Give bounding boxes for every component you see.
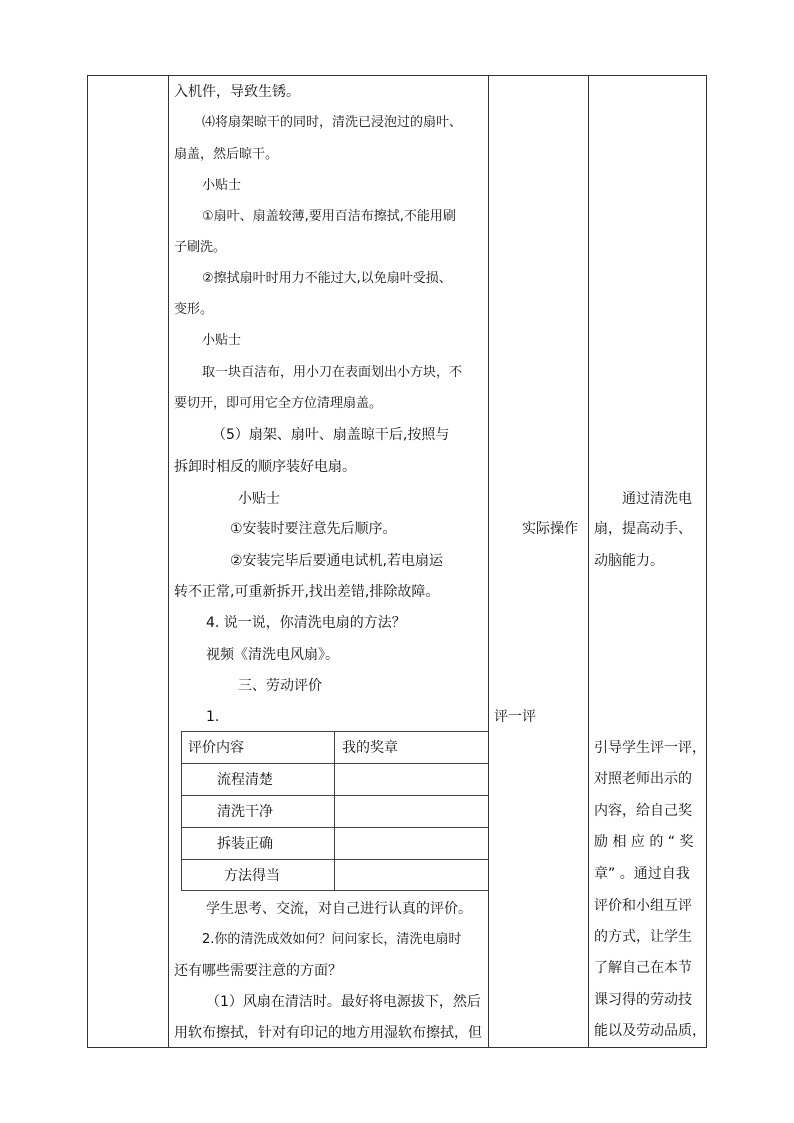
intent-line: 能以及劳动品质， xyxy=(594,1023,706,1039)
eval-header-content: 评价内容 xyxy=(188,740,244,756)
eval-row-label: 流程清楚 xyxy=(217,772,273,788)
content-line: （1）风扇在清洁时。最好将电源拔下，然后 xyxy=(206,994,481,1010)
section-heading: 三、劳动评价 xyxy=(238,678,322,694)
intent-line: 引导学生评一评， xyxy=(594,740,706,756)
content-line: 还有哪些需要注意的方面？ xyxy=(174,963,342,979)
tip-heading: 小贴士 xyxy=(202,178,242,193)
intent-line: 了解自己在本节 xyxy=(594,960,692,976)
table-border-bottom xyxy=(87,1047,707,1048)
intent-line: 章” 。通过自我 xyxy=(594,866,690,882)
intent-line: 扇，提高动手、 xyxy=(594,521,692,537)
activity-evaluate: 评一评 xyxy=(494,709,536,725)
eval-row-label: 方法得当 xyxy=(224,868,280,884)
content-line: ⑷将扇架晾干的同时，清洗已浸泡过的扇叶、 xyxy=(202,115,463,130)
table-border-right xyxy=(706,75,707,1048)
content-line: 转不正常,可重新拆开,找出差错,排除故障。 xyxy=(174,584,440,600)
content-line: 扇盖，然后晾干。 xyxy=(174,147,279,162)
intent-line: 评价和小组互评 xyxy=(594,898,692,914)
content-line: 变形。 xyxy=(174,302,214,317)
content-line: 拆卸时相反的顺序装好电扇。 xyxy=(174,459,356,475)
content-line: 子刷洗。 xyxy=(174,240,227,255)
tip-heading: 小贴士 xyxy=(238,491,280,507)
list-number: 1. xyxy=(206,709,220,725)
content-line: （5）扇架、扇叶、扇盖晾干后,按照与 xyxy=(212,427,450,443)
column-divider-3 xyxy=(588,75,589,1048)
content-line: ①安装时要注意先后顺序。 xyxy=(230,521,397,537)
content-line: ②安装完毕后要通电试机,若电扇运 xyxy=(230,553,444,569)
intent-line: 课习得的劳动技 xyxy=(594,992,692,1008)
intent-line: 励 相 应 的 “ 奖 xyxy=(594,834,694,850)
table-border-left xyxy=(87,75,88,1048)
intent-line: 对照老师出示的 xyxy=(594,771,692,787)
eval-row-label: 清洗干净 xyxy=(217,804,273,820)
column-divider-1 xyxy=(168,75,169,1048)
intent-line: 内容，给自己奖 xyxy=(594,803,692,819)
tip-heading: 小贴士 xyxy=(202,333,242,348)
intent-line: 动脑能力。 xyxy=(594,553,664,569)
content-line: 入机件，导致生锈。 xyxy=(174,84,300,100)
content-line: 要切开，即可用它全方位清理扇盖。 xyxy=(174,396,383,411)
activity-practice: 实际操作 xyxy=(522,521,578,537)
content-line: 学生思考、交流，对自己进行认真的评价。 xyxy=(206,901,472,917)
content-line: 2.你的清洗成效如何？问问家长，清洗电扇时 xyxy=(202,932,462,947)
content-line: ①扇叶、扇盖较薄,要用百洁布擦拭,不能用刷 xyxy=(202,209,456,224)
content-line: 4. 说一说，你清洗电扇的方法？ xyxy=(206,615,406,631)
eval-table-line xyxy=(181,731,182,891)
content-line: 视频《清洗电风扇》。 xyxy=(206,647,339,663)
table-border-top xyxy=(87,75,707,76)
content-line: 用软布擦拭，针对有印记的地方用湿软布擦拭，但 xyxy=(174,1025,482,1041)
intent-line: 通过清洗电 xyxy=(622,491,692,507)
eval-header-medal: 我的奖章 xyxy=(342,740,398,756)
eval-row-label: 拆装正确 xyxy=(217,836,273,852)
intent-line: 的方式，让学生 xyxy=(594,929,692,945)
content-line: ②擦拭扇叶时用力不能过大,以免扇叶受损、 xyxy=(202,271,452,286)
column-divider-2 xyxy=(488,75,489,1048)
eval-table-line xyxy=(334,731,335,891)
content-line: 取一块百洁布，用小刀在表面划出小方块，不 xyxy=(202,365,463,380)
